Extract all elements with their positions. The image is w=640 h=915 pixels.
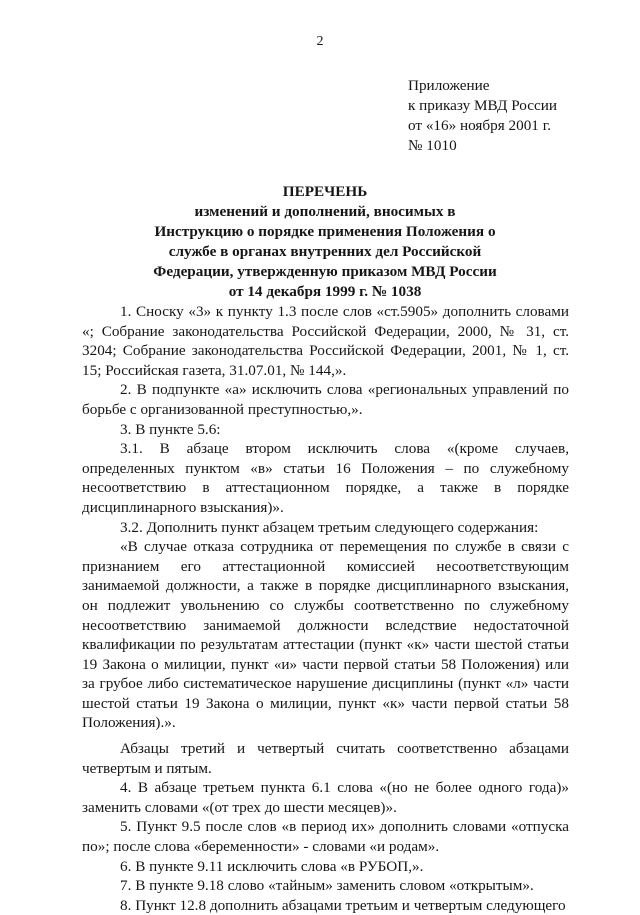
appendix-header	[408, 76, 557, 156]
paragraph-item-3-1: 3.1. В абзаце втором исключить слова «(кроме случаев, определенных пунктом «в» статьи 16 Положения – по служебному несоответствию в аттестационном порядке, а также в порядке дисциплинарного взыскания)».	[82, 440, 569, 516]
appendix-line: от «16» ноября 2001 г.	[408, 117, 552, 134]
title-line: изменений и дополнений, вносимых в	[194, 203, 456, 220]
document-title	[150, 182, 500, 302]
appendix-line: № 1010	[408, 137, 457, 154]
title-heading: ПЕРЕЧЕНЬ	[282, 183, 368, 200]
appendix-line: к приказу МВД России	[408, 97, 557, 114]
title-line: от 14 декабря 1999 г. № 1038	[228, 283, 422, 300]
paragraph-item-4: 4. В абзаце третьем пункта 6.1 слова «(но не более одного года)» заменить словами «(от трех до шести месяцев)».	[82, 779, 569, 816]
paragraph-renumbering: Абзацы третий и четвертый считать соответственно абзацами четвертым и пятым.	[82, 740, 569, 777]
paragraph-item-5: 5. Пункт 9.5 после слов «в период их» дополнить словами «отпуска по»; после слова «беременности» - словами «и родам».	[82, 818, 569, 856]
title-line: Федерации, утвержденную приказом МВД России	[153, 263, 497, 280]
appendix-line: Приложение	[408, 77, 490, 94]
paragraph-item-1: 1. Сноску «3» к пункту 1.3 после слов «ст.5905» дополнить словами «; Собрание законодательства Российской Федерации, 2000, № 31, ст. 3204; Собрание законодательства Российской Федерации, 2001, № 1, ст. 15; Российская газета, 31.07.01, № 144,».	[82, 303, 569, 379]
paragraph-item-7: 7. В пункте 9.18 слово «тайным» заменить словом «открытым».	[120, 877, 534, 895]
paragraph-item-8: 8. Пункт 12.8 дополнить абзацами третьим и четвертым следующего	[120, 896, 566, 914]
title-line: Инструкцию о порядке применения Положения о	[154, 223, 496, 240]
page-number: 2	[316, 34, 324, 49]
paragraph-item-2: 2. В подпункте «а» исключить слова «региональных управлений по борьбе с организованной преступностью,».	[82, 381, 569, 418]
paragraph-item-3-2: 3.2. Дополнить пункт абзацем третьим следующего содержания:	[120, 518, 539, 536]
title-line: службе в органах внутренних дел Российской	[168, 243, 482, 260]
paragraph-quoted-text: «В случае отказа сотрудника от перемещения по службе в связи с признанием его аттестационной комиссией несоответствующим занимаемой должности, а также в порядке дисциплинарного взыскания, он подлежит увольнению со службы соответственно по служебному несоответствию занимаемой должности вследствие недостаточной квалификации по результатам аттестации (пункт «к» части шестой статьи 19 Закона о милиции, пункт «и» части первой статьи 58 Положения) или за грубое либо систематическое нарушение дисциплины (пункт «л» части шестой статьи 19 Закона о милиции, пункт «к» части первой статьи 58 Положения).».	[82, 538, 569, 732]
document-body	[82, 302, 569, 915]
paragraph-item-3: 3. В пункте 5.6:	[120, 420, 221, 438]
paragraph-item-6: 6. В пункте 9.11 исключить слова «в РУБОП,».	[120, 857, 424, 875]
